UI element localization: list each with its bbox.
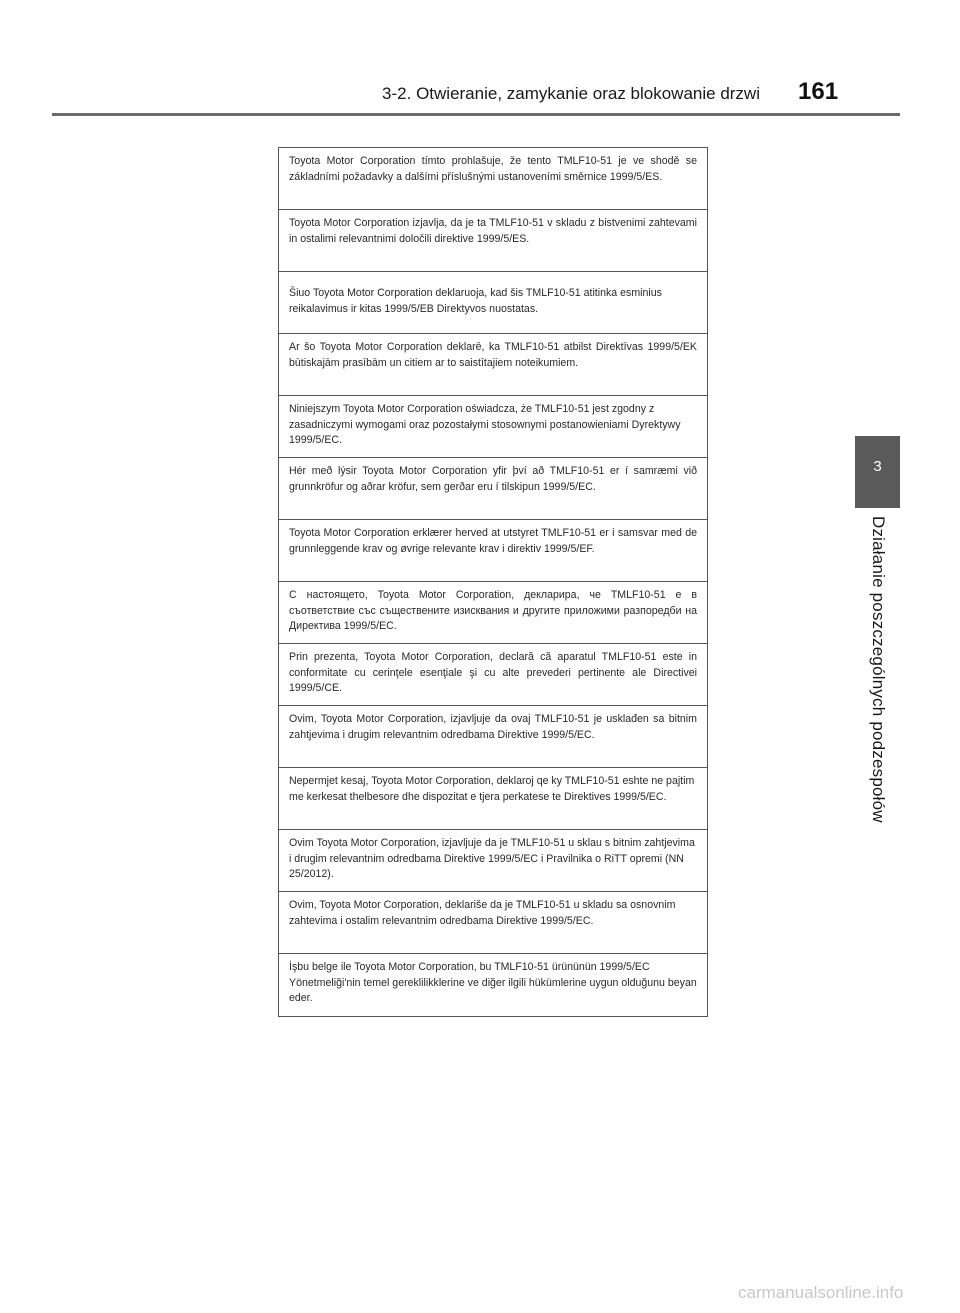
- declaration-norwegian: Toyota Motor Corporation erklærer herved at utstyret TMLF10-51 er i samsvar med de grunnleggende krav og øvrige relevante krav i direktiv 1999/5/EF.: [279, 520, 707, 582]
- chapter-tab: [855, 436, 900, 508]
- declaration-serbian: Ovim, Toyota Motor Corporation, deklariše da je TMLF10-51 u skladu sa osnovnim zahtevima i ostalim relevantnim odredbama Direktive 1999/5/EC.: [279, 892, 707, 954]
- declaration-bulgarian: С настоящето, Toyota Motor Corporation, декларира, че TMLF10-51 е в съответствие със съществените изисквания и другите приложими разпоредби на Директива 1999/5/ЕС.: [279, 582, 707, 644]
- watermark-logo: carmanualsonline.info: [738, 1283, 904, 1302]
- section-title: 3-2. Otwieranie, zamykanie oraz blokowanie drzwi: [382, 84, 760, 103]
- declaration-polish: Niniejszym Toyota Motor Corporation oświadcza, że TMLF10-51 jest zgodny z zasadniczymi wymogami oraz pozostałymi stosownymi postanowieniami Dyrektywy 1999/5/EC.: [279, 396, 707, 458]
- declaration-romanian: Prin prezenta, Toyota Motor Corporation, declară că aparatul TMLF10-51 este in conformitate cu cerinţele esenţiale şi cu alte prevederi pertinente ale Directivei 1999/5/CE.: [279, 644, 707, 706]
- declaration-albanian: Nepermjet kesaj, Toyota Motor Corporation, deklaroj qe ky TMLF10-51 eshte ne pajtim me kerkesat thelbesore dhe dispozitat e tjera perkatese te Direktives 1999/5/EC.: [279, 768, 707, 830]
- chapter-number: 3: [873, 458, 882, 475]
- declaration-czech: Toyota Motor Corporation tímto prohlašuje, že tento TMLF10-51 je ve shodě se základními požadavky a dalšími příslušnými ustanoveními směrnice 1999/5/ES.: [279, 148, 707, 210]
- header-divider: [52, 113, 900, 116]
- declaration-lithuanian: Šiuo Toyota Motor Corporation deklaruoja, kad šis TMLF10-51 atitinka esminius reikalavimus ir kitas 1999/5/EB Direktyvos nuostatas.: [279, 272, 707, 334]
- declaration-croatian: Ovim Toyota Motor Corporation, izjavljuje da je TMLF10-51 u sklau s bitnim zahtjevima i drugim relevantnim odredbama Direktive 1999/5/EC i Pravilnika o RiTT opremi (NN 25/2012).: [279, 830, 707, 892]
- declaration-icelandic: Hér með lýsir Toyota Motor Corporation yfir því að TMLF10-51 er í samræmi við grunnkröfur og aðrar kröfur, sem gerðar eru í tilskipun 1999/5/EC.: [279, 458, 707, 520]
- declaration-turkish: İşbu belge ile Toyota Motor Corporation, bu TMLF10-51 ürününün 1999/5/EC Yönetmeliği'nin temel gereklilikklerine ve diğer ilgili hükümlerine uygun olduğunu beyan eder.: [289, 961, 697, 1005]
- declarations-table: [278, 147, 708, 1017]
- chapter-title: Działanie poszczególnych podzespołów: [869, 516, 888, 823]
- page-number: 161: [798, 78, 839, 105]
- declaration-bosnian: Ovim, Toyota Motor Corporation, izjavljuje da ovaj TMLF10-51 je usklađen sa bitnim zahtjevima i drugim relevantnim odredbama Direktive 1999/5/EC.: [279, 706, 707, 768]
- declaration-slovenian: Toyota Motor Corporation izjavlja, da je ta TMLF10-51 v skladu z bistvenimi zahtevami in ostalimi relevantnimi določili direktive 1999/5/ES.: [279, 210, 707, 272]
- declaration-latvian: Ar šo Toyota Motor Corporation deklarē, ka TMLF10-51 atbilst Direktīvas 1999/5/EK būtiskajām prasībām un citiem ar to saistītajiem noteikumiem.: [279, 334, 707, 396]
